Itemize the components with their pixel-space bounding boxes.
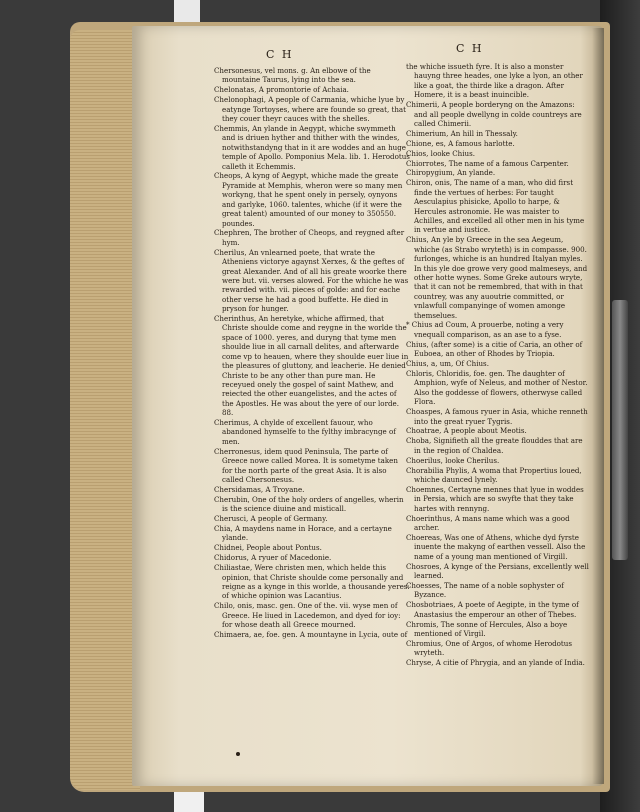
- entry: Choatrae, A people about Meotis.: [406, 426, 527, 436]
- page-fore-edge: [70, 30, 140, 790]
- entry: Choba, Signifieth all the greate flouddes that are in the region of Chaldea.: [406, 436, 583, 455]
- entry: Chosroes, A kynge of the Persians, excellently well learned.: [406, 561, 589, 581]
- entry: Choerinthus, A mans name which was a good archer.: [406, 513, 570, 532]
- entry: the whiche issueth fyre. It is also a monster hauyng three heades, one lyke a lyon, an other like a goat, the thirde like a dragon. After Homere, it is a beast inuincible.: [406, 62, 583, 100]
- entry: Chius, (after some) is a citie of Caria, an other of Euboea, an other of Rhodes by Triopia.: [406, 339, 583, 359]
- entry: Cherronesus, idem quod Peninsula, The parte of Greece nowe called Morea. It is sometyme taken for the north parte of the great Asia. It is also called Chersonesus.: [214, 446, 398, 484]
- entry: Chelonophagi, A people of Carmania, whiche lyue by eatynge Tortoyses, where are founde so great, that they couer theyr cauces with the shelles.: [214, 95, 406, 124]
- entry: Choereas, Was one of Athens, whiche dyd fyrste inuente the makyng of earthen vessell. Also the name of a young man mentioned of Virgill.: [406, 532, 586, 561]
- entry: Chione, es, A famous harlotte.: [406, 138, 515, 148]
- entry: Chios, looke Chius.: [406, 148, 475, 158]
- entry: Chryse, A citie of Phrygia, and an ylande of India.: [406, 658, 585, 668]
- right-column: [406, 62, 590, 668]
- running-head-left: C H: [266, 48, 294, 61]
- entry: Chelonatas, A promontorie of Achaia.: [214, 85, 349, 95]
- entry: Chiron, onis, The name of a man, who did first finde the vertues of herbes: For taught Aesculapius phisicke, Apollo to harpe, & Hercules astronomie. He was maister to Achilles, and excelled all other men in his tyme in vertue and iustice.: [406, 178, 585, 235]
- entry: Chloris, Chloridis, foe. gen. The daughter of Amphion, wyfe of Neleus, and mother of Nestor. Also the goddesse of flowers, otherwyse called Flora.: [406, 369, 588, 407]
- entry: Choesses, The name of a noble sophyster of Byzance.: [406, 580, 564, 600]
- entry: Choaspes, A famous ryuer in Asia, whiche renneth into the great ryuer Tygris.: [406, 407, 588, 426]
- entry: Chia, A maydens name in Horace, and a certayne ylande.: [214, 524, 392, 543]
- entry: Chimaera, ae, foe. gen. A mountayne in Lycia, oute of: [214, 629, 408, 639]
- entry: Cherilus, An vnlearned poete, that wrate the Atheniens victorye agaynst Xerxes, & the geftes of great Alexander. And of all his greate woorke there were but. vii. verses alowed. For the whiche he was rewarded with. vii. pieces of golde: and for eache other verse he had a good buffette. He died in pryson for hunger.: [214, 247, 409, 314]
- left-column: [214, 66, 410, 639]
- entry: Cherinthus, An heretyke, whiche affirmed, that Christe shoulde come and reygne in the worlde the space of 1000. yeres, and duryng that tyme men shoulde liue in all carnall delites, and afterwarde come vp to heauen, where they shoulde euer liue in the pleasures of gluttony, and leacherie. He denied Christe to be any other than pure man. He receyued onely the gospel of saint Mathew, and reiected the other euangelistes, and the actes of the Apostles. He was about the yere of our lorde. 88.: [214, 314, 409, 418]
- ink-mark: [236, 752, 240, 756]
- entry: Chidorus, A ryuer of Macedonie.: [214, 553, 332, 563]
- entry: Choerilus, looke Cherilus.: [406, 455, 500, 465]
- entry: Chosbotriaes, A poete of Aegipte, in the tyme of Anastasius the emperour an other of Thebes.: [406, 600, 579, 619]
- entry: Chephren, The brother of Cheops, and reygned after hym.: [214, 228, 405, 247]
- entry: Cherusci, A people of Germany.: [214, 514, 328, 524]
- entry: Choemnes, Certayne mennes that lyue in woddes in Persia, which are so swyfte that they take hartes with rennyng.: [406, 484, 584, 513]
- entry: Chromis, The sonne of Hercules, Also a boye mentioned of Virgil.: [406, 619, 568, 638]
- entry: Chius, An yle by Greece in the sea Aegeum, whiche (as Strabo wryteth) is in compasse. 900. furlonges, whiche is an hundred Italyan myles. In this yle doe growe very good malmeseys, and other hotte wynes. Some Greke autours wryte, that it can not be remembred, that with in that countrey, was any auoutrie committed, or vnlawfull companyinge of women amonge themselues.: [406, 235, 588, 320]
- entry: Cherimus, A chylde of excellent fauour, who abandoned hymselfe to the fylthy imbracynge of men.: [214, 418, 396, 446]
- running-head-right: C H: [456, 42, 484, 55]
- entry: Chimerium, An hill in Thessaly.: [406, 128, 518, 138]
- entry: Chiorrotes, The name of a famous Carpenter.: [406, 158, 569, 168]
- entry: Chorabilia Phylis, A woma that Propertius loued, whiche daunced lynely.: [406, 465, 582, 484]
- entry: Chersonesus, vel mons. g. An elbowe of the mountaine Taurus, lying into the sea.: [214, 66, 371, 85]
- page-clip: [612, 300, 628, 560]
- entry: Chersidamas, A Troyane.: [214, 484, 305, 494]
- entry: Chius, a, um, Of Chius.: [406, 359, 489, 369]
- entry: Cheops, A kyng of Aegypt, whiche made the greate Pyramide at Memphis, wheron were so many men workyng, that he spent onely in persely, oynyons and garlyke, 1060. talentes, whiche (if it were the great talent) amounted of our money to 350550. poundes.: [214, 171, 403, 228]
- entry: Chiropygium, An ylande.: [406, 168, 496, 178]
- page-gutter-shadow: [592, 28, 604, 784]
- entry: Chilo, onis, masc. gen. One of the. vii. wyse men of Greece. He liued in Lacedemon, and dyed for ioy: for whose death all Greece mourned.: [214, 601, 401, 630]
- entry: Chromius, One of Argos, of whome Herodotus wryteth.: [406, 638, 572, 658]
- entry: Chimerii, A people borderyng on the Amazons: and all people dwellyng in colde countreys are called Chimerii.: [406, 100, 582, 128]
- entry: Chemmis, An ylande in Aegypt, whiche swymmeth and is driuen hyther and thither with the windes, notwithstandyng that in it are woddes and an huge temple of Apollo. Pomponius Mela. lib. 1. Herodotus calleth it Echemmis.: [214, 123, 410, 171]
- entry: Chidnei, People about Pontus.: [214, 543, 322, 553]
- entry: * Chius ad Coum, A prouerbe, noting a very vnequall comparison, as an ase to a fyse.: [406, 320, 564, 339]
- entry: Cherubin, One of the holy orders of angelles, wherin is the science diuine and misticall.: [214, 494, 404, 514]
- entry: Chiliastae, Were christen men, which helde this opinion, that Christe shoulde come personally and reigne as a kynge in this worlde, a thousande yeres: of whiche opinion was Lacantius.: [214, 563, 410, 601]
